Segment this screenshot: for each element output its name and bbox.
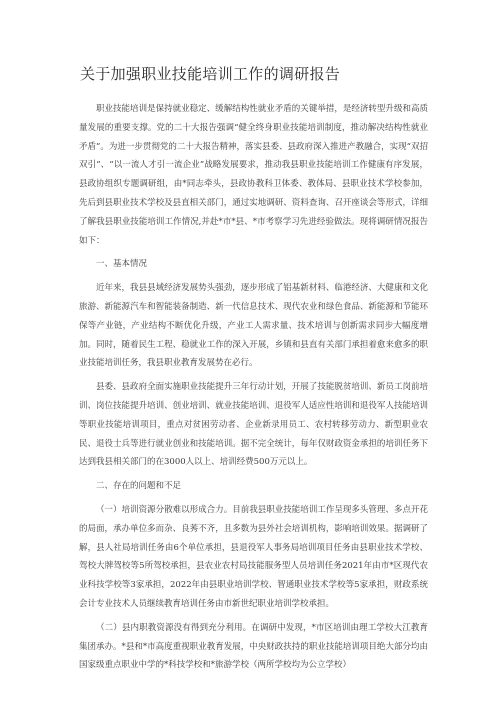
- intro-paragraph: 职业技能培训是保持就业稳定、缓解结构性就业矛盾的关键举措，是经济转型升级和高质量发展的重要支撑。党的二十大报告强调“健全终身职业技能培训制度，推动解决结构性就业矛盾”。为进一步贯彻党的二十大报告精神，落实县委、县政府深入推进产教融合，实现“双招双引”、“以一流人才引一流企业”战略发展要求，推动我县职业技能培训工作健康有序发展，县政协组织专题调研组，由*同志牵头，县政协教科卫体委、教体局、县职业技术学校参加，先后到县职业技术学校及县直相关部门，通过实地调研、资料查询、召开座谈会等形式，详细了解我县职业技能培训工作情况,并赴*市*县、*市考察学习先进经验做法。现将调研情况报告如下：: [79, 104, 428, 246]
- problems-paragraph-2: （二）县内职教资源没有得到充分利用。在调研中发现，*市区培训由理工学校大江教育集团承办。*县和*市高度重视职业教育发展，中央财政扶持的职业技能培训项目绝大部分均由国家级重点职业中学的*科技学校和*旅游学校（两所学校均为公立学校）: [79, 622, 428, 671]
- document-title: 关于加强职业技能培训工作的调研报告: [80, 65, 341, 83]
- basic-situation-paragraph-1: 近年来，我县县域经济发展势头强劲，逐步形成了铝基新材料、临港经济、大健康和文化旅游、新能源汽车和智能装备制造、新一代信息技术、现代农业和绿色食品、新能源和节能环保等产业链，产业结构不断优化升级，产业工人需求量、技术培训与创新需求同步大幅度增加。同时，随着民生工程、稳就业工作的深入开展，乡镇和县直有关部门承担着愈来愈多的职业技能培训任务，我县职业教育发展势在必行。: [79, 283, 428, 369]
- problems-paragraph-1: （一）培训资源分散难以形成合力。目前我县职业技能培训工作呈现多头管理、多点开花的局面，承办单位多而杂、良莠不齐，且多数为县外社会培训机构，影响培训效果。据调研了解，县人社局培训任务由6个单位承担，县退役军人事务局培训项目任务由县职业技术学校、驾校大牌驾校等5所驾校承担，县农业农村局技能服务型人员培训任务2021年由市*区现代农业科技学校等3家承担，2022年由县职业培训学校、智通职业技术学校等5家承担，财政系统会计专业技术人员继续教育培训任务由市新世纪职业培训学校承担。: [79, 504, 428, 609]
- basic-situation-paragraph-2: 县委、县政府全面实施职业技能提升三年行动计划，开展了技能脱贫培训、新员工岗前培训、岗位技能提升培训、创业培训、就业技能培训、退役军人适应性培训和退役军人技能培训等职业技能培训项目，重点对贫困劳动者、企业新录用员工、农村转移劳动力、新型职业农民、退役士兵等进行就业创业和技能培训。据不完全统计，每年仅财政资金承担的培训任务下达到我县相关部门的在3000人以上、培训经费500万元以上。: [79, 382, 428, 468]
- section-heading-problems: 二、存在的问题和不足: [96, 481, 182, 492]
- document-body: [79, 100, 428, 675]
- section-heading-basic-situation: 一、基本情况: [96, 259, 148, 270]
